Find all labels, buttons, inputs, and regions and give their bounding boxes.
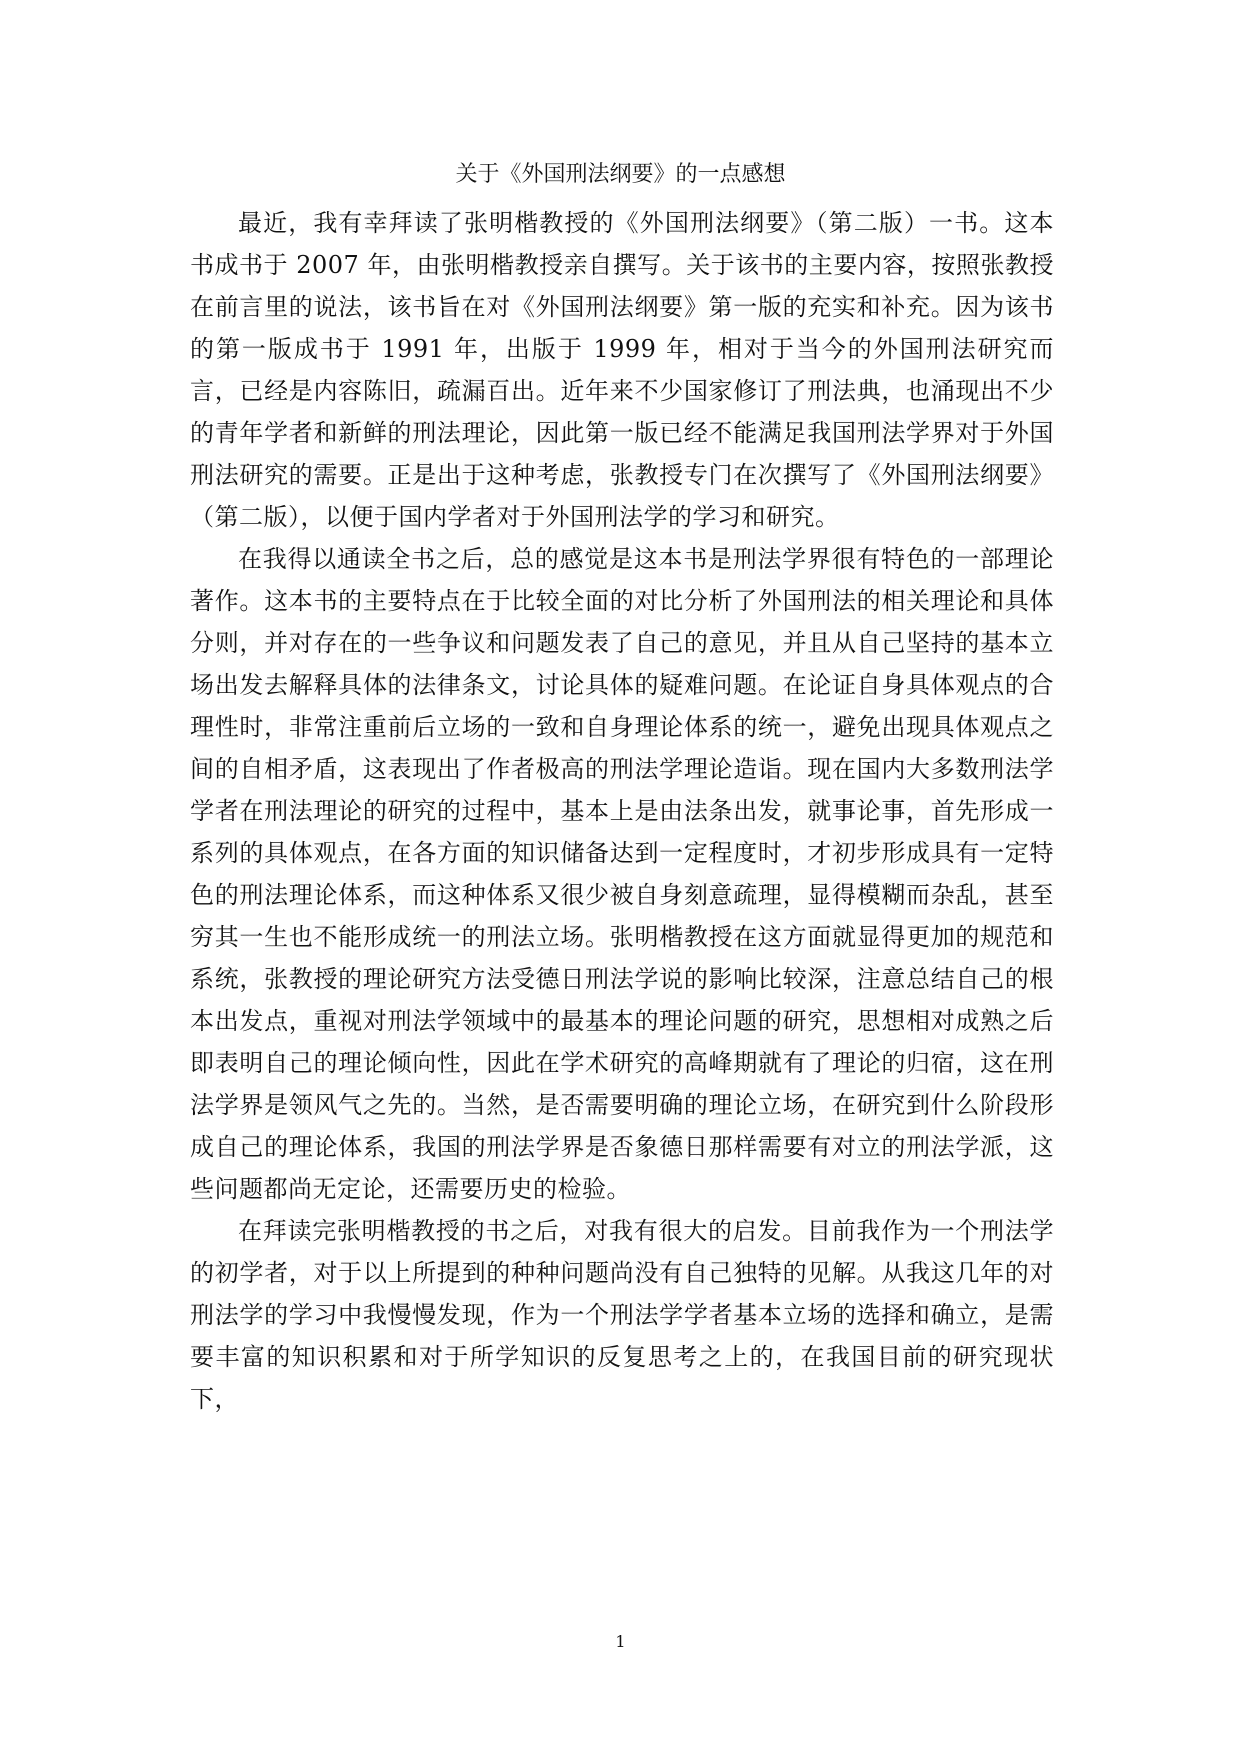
paragraph-1: 最近，我有幸拜读了张明楷教授的《外国刑法纲要》（第二版）一书。这本书成书于 2007 年，由张明楷教授亲自撰写。关于该书的主要内容，按照张教授在前言里的说法，该书旨在对《外国刑法纲要》第一版的充实和补充。因为该书的第一版成书于 1991 年，出版于 1999 年，相对于当今的外国刑法研究而言，已经是内容陈旧，疏漏百出。近年来不少国家修订了刑法典，也涌现出不少的青年学者和新鲜的刑法理论，因此第一版已经不能满足我国刑法学界对于外国刑法研究的需要。正是出于这种考虑，张教授专门在次撰写了《外国刑法纲要》（第二版），以便于国内学者对于外国刑法学的学习和研究。 <box>190 209 1054 531</box>
document-title: 关于《外国刑法纲要》的一点感想 <box>455 162 786 187</box>
page-number: 1 <box>615 1632 626 1651</box>
document-body <box>190 202 1054 1420</box>
paragraph-3: 在拜读完张明楷教授的书之后，对我有很大的启发。目前我作为一个刑法学的初学者，对于以上所提到的种种问题尚没有自己独特的见解。从我这几年的对刑法学的学习中我慢慢发现，作为一个刑法学学者基本立场的选择和确立，是需要丰富的知识积累和对于所学知识的反复思考之上的，在我国目前的研究现状下， <box>190 1217 1054 1413</box>
paragraph-2: 在我得以通读全书之后，总的感觉是这本书是刑法学界很有特色的一部理论著作。这本书的主要特点在于比较全面的对比分析了外国刑法的相关理论和具体分则，并对存在的一些争议和问题发表了自己的意见，并且从自己坚持的基本立场出发去解释具体的法律条文，讨论具体的疑难问题。在论证自身具体观点的合理性时，非常注重前后立场的一致和自身理论体系的统一，避免出现具体观点之间的自相矛盾，这表现出了作者极高的刑法学理论造诣。现在国内大多数刑法学学者在刑法理论的研究的过程中，基本上是由法条出发，就事论事，首先形成一系列的具体观点，在各方面的知识储备达到一定程度时，才初步形成具有一定特色的刑法理论体系，而这种体系又很少被自身刻意疏理，显得模糊而杂乱，甚至穷其一生也不能形成统一的刑法立场。张明楷教授在这方面就显得更加的规范和系统，张教授的理论研究方法受德日刑法学说的影响比较深，注意总结自己的根本出发点，重视对刑法学领域中的最基本的理论问题的研究，思想相对成熟之后即表明自己的理论倾向性，因此在学术研究的高峰期就有了理论的归宿，这在刑法学界是领风气之先的。当然，是否需要明确的理论立场，在研究到什么阶段形成自己的理论体系，我国的刑法学界是否象德日那样需要有对立的刑法学派，这些问题都尚无定论，还需要历史的检验。 <box>190 545 1054 1203</box>
